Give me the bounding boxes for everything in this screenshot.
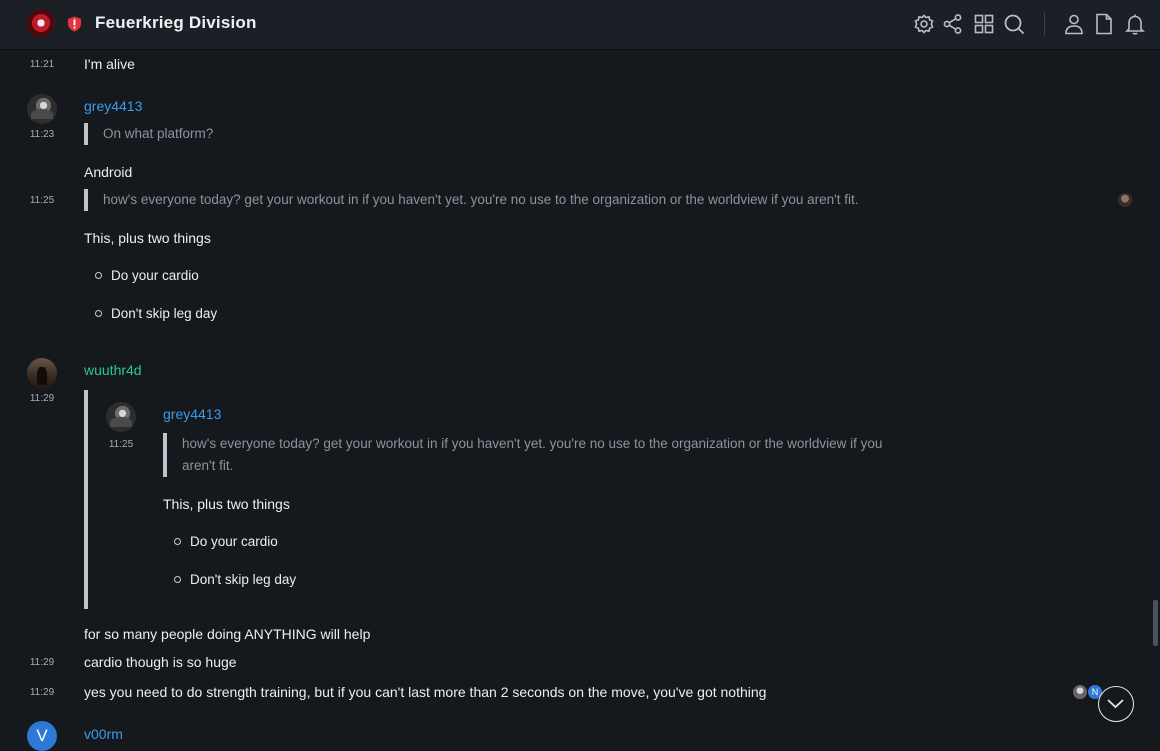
room-header	[0, 0, 1160, 50]
room-name[interactable]: Feuerkrieg Division	[95, 13, 257, 32]
timestamp: 11:23	[29, 129, 55, 140]
list-item-text: Don't skip leg day	[111, 306, 218, 321]
notifications-icon[interactable]	[1124, 13, 1146, 35]
jump-to-bottom-button[interactable]	[1098, 686, 1134, 722]
bullet-icon	[95, 310, 102, 317]
search-icon[interactable]	[1003, 13, 1025, 35]
reply-message-body: This, plus two things	[163, 496, 290, 512]
sender-name[interactable]: grey4413	[84, 98, 143, 114]
quote: how's everyone today? get your workout in if you haven't yet. you're no use to the organization or the worldview if you aren't fit.	[84, 189, 858, 211]
members-icon[interactable]	[1063, 13, 1085, 35]
timestamp: 11:29	[29, 393, 55, 404]
timestamp: 11:21	[29, 59, 55, 70]
list-item-text: Don't skip leg day	[190, 572, 297, 587]
list-item-text: Do your cardio	[111, 268, 199, 283]
widgets-icon[interactable]	[973, 13, 995, 35]
sender-name[interactable]: wuuthr4d	[84, 362, 142, 378]
bullet-icon	[174, 576, 181, 583]
timestamp: 11:29	[29, 657, 55, 668]
message-body: Android	[84, 164, 133, 180]
avatar[interactable]	[27, 94, 57, 124]
chevron-down-icon	[1099, 687, 1132, 720]
header-divider	[1044, 12, 1045, 36]
list-item	[95, 306, 217, 321]
timeline	[0, 51, 1160, 745]
reply-sender-name[interactable]: grey4413	[163, 406, 222, 422]
message-body: cardio though is so huge	[84, 654, 237, 670]
room-avatar[interactable]	[27, 9, 55, 37]
list-item	[174, 534, 278, 549]
avatar[interactable]: V	[27, 721, 57, 751]
read-receipt-avatar[interactable]	[1073, 685, 1087, 699]
share-icon[interactable]	[942, 13, 964, 35]
list-item	[174, 572, 296, 587]
avatar[interactable]	[106, 402, 136, 432]
message-body: This, plus two things	[84, 230, 211, 246]
reply-quote-bar	[84, 390, 88, 609]
list-item	[95, 268, 199, 283]
bullet-icon	[95, 272, 102, 279]
quote: On what platform?	[84, 123, 213, 145]
read-receipt-avatar[interactable]	[1118, 193, 1132, 207]
files-icon[interactable]	[1093, 13, 1115, 35]
bullet-icon	[174, 538, 181, 545]
message-body: I'm alive	[84, 56, 135, 72]
quote-line: aren't fit.	[182, 458, 234, 473]
scrollbar-thumb[interactable]	[1153, 600, 1158, 646]
shield-warning-icon	[67, 16, 82, 32]
read-receipt-avatar[interactable]: N	[1088, 685, 1102, 699]
avatar[interactable]	[27, 358, 57, 388]
list-item-text: Do your cardio	[190, 534, 278, 549]
room-settings-icon[interactable]	[913, 13, 935, 35]
timestamp: 11:25	[29, 195, 55, 206]
reply-timestamp: 11:25	[108, 439, 134, 450]
message-body: for so many people doing ANYTHING will help	[84, 626, 371, 642]
quote-line: how's everyone today? get your workout in if you haven't yet. you're no use to the organization or the worldview if you	[182, 436, 883, 451]
quote	[163, 433, 942, 477]
message-body: yes you need to do strength training, but if you can't last more than 2 seconds on the move, you've got nothing	[84, 684, 767, 700]
timestamp: 11:29	[29, 687, 55, 698]
sender-name[interactable]: v00rm	[84, 726, 123, 742]
